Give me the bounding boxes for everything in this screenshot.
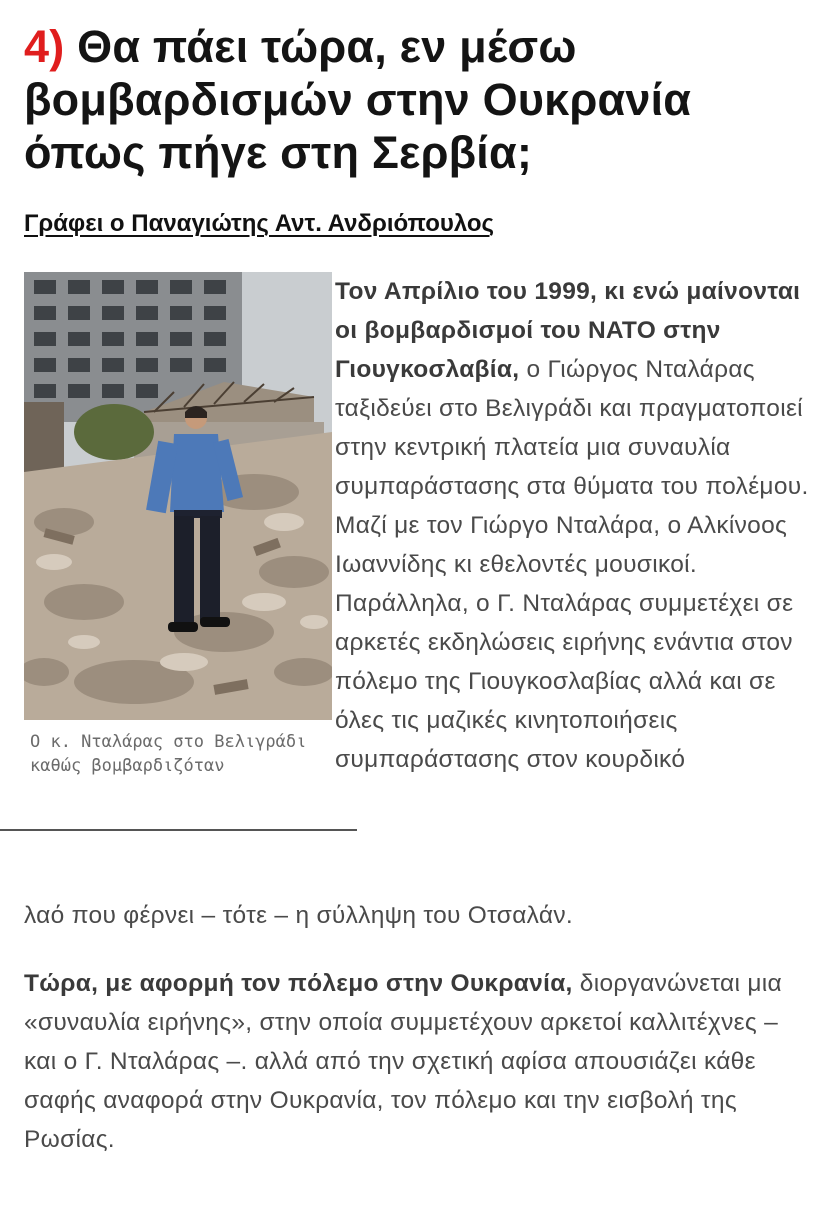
paragraph-1-tail: λαό που φέρνει – τότε – η σύλληψη του Οτσαλάν. [24, 902, 573, 929]
paragraph-1 [335, 272, 815, 779]
headline-text: Θα πάει τώρα, εν μέσω βομβαρδισμών στην Ουκρανία όπως πήγε στη Σερβία; [24, 21, 692, 178]
byline-link[interactable]: Γράφει ο Παναγιώτης Αντ. Ανδριόπουλος [24, 210, 495, 237]
paragraph-2-lead: Τώρα, με αφορμή τον πόλεμο στην Ουκρανία, [24, 970, 573, 997]
photo-belgrade-ruins [24, 272, 332, 720]
headline [24, 20, 809, 179]
article-figure [24, 272, 332, 778]
article [24, 0, 809, 1153]
paragraph-1-lead: Τον Απρίλιο του 1999, κι ενώ μαίνονται οι βομβαρδισμοί του ΝΑΤΟ στην Γιουγκοσλαβία, [335, 278, 801, 383]
figure-divider [0, 829, 357, 831]
paragraph-2 [24, 964, 809, 1159]
paragraph-1-body: ο Γιώργος Νταλάρας ταξιδεύει στο Βελιγράδι και πραγματοποιεί στην κεντρική πλατεία μια συναυλία συμπαράστασης στα θύματα του πολέμου. Μαζί με τον Γιώργο Νταλάρα, ο Αλκίνοος Ιωαννίδης κι εθελοντές μουσικοί. Παράλληλα, ο Γ. Νταλάρας συμμετέχει σε αρκετές εκδηλώσεις ειρήνης ενάντια στον πόλεμο της Γιουγκοσλαβίας αλλά και σε όλες τις μαζικές κινητοποιήσεις συμπαράστασης στον κουρδικό [335, 356, 809, 773]
headline-number: 4) [24, 21, 65, 72]
paragraph-2-body: διοργανώνεται μια «συναυλία ειρήνης», στην οποία συμμετέχουν αρκετοί καλλιτέχνες – και ο Γ. Νταλάρας –. αλλά από την σχετική αφίσα απουσιάζει κάθε σαφής αναφορά στην Ουκρανία, τον πόλεμο και την εισβολή της Ρωσίας. [24, 970, 782, 1153]
photo-caption: Ο κ. Νταλάρας στο Βελιγράδι καθώς βομβαρδιζόταν [30, 732, 307, 776]
